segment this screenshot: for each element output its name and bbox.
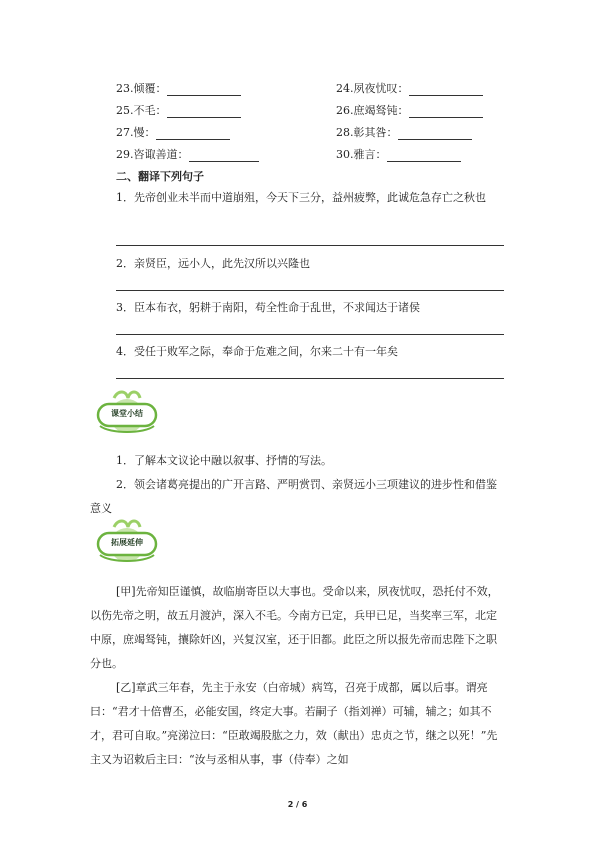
extension-badge — [92, 519, 162, 565]
vocab-item: 28.彰其咎： — [336, 124, 472, 140]
vocab-row — [116, 102, 516, 118]
summary-badge — [92, 390, 162, 436]
summary-item: 1．了解本文议论中融以叙事、抒情的写法。 — [116, 454, 332, 467]
vocab-row — [116, 124, 516, 140]
vocab-item: 27.慢： — [116, 124, 230, 140]
translate-item: 2．亲贤臣，远小人，此先汉所以兴隆也 — [116, 257, 310, 270]
vocab-item: 29.咨诹善道： — [116, 146, 259, 162]
answer-blank[interactable] — [409, 84, 483, 96]
answer-line[interactable] — [116, 378, 504, 379]
section-title: 二、翻译下列句子 — [116, 170, 204, 183]
vocab-item: 25.不毛： — [116, 102, 241, 118]
summary-badge-label: 课堂小结 — [111, 409, 143, 418]
summary-item: 2．领会诸葛亮提出的广开言路、严明赏罚、亲贤远小三项建议的进步性和借鉴意义 — [90, 478, 497, 515]
vocab-item: 24.夙夜忧叹： — [336, 80, 483, 96]
extension-paragraph-a: [甲]先帝知臣谨慎，故临崩寄臣以大事也。受命以来，夙夜忧叹，恐托付不效，以伤先帝之明，故五月渡泸，深入不毛。今南方已定，兵甲已足，当奖率三军，北定中原，庶竭驽钝，攘除奸凶，兴复汉室，还于旧都。此臣之所以报先帝而忠陛下之职分也。 — [90, 585, 499, 670]
answer-line[interactable] — [116, 245, 504, 246]
answer-blank[interactable] — [189, 150, 259, 162]
translate-item: 1．先帝创业未半而中道崩殂，今天下三分，益州疲弊，此诚危急存亡之秋也 — [116, 191, 486, 204]
answer-blank[interactable] — [398, 128, 472, 140]
answer-blank[interactable] — [156, 128, 230, 140]
vocab-row — [116, 146, 516, 162]
answer-blank[interactable] — [387, 150, 461, 162]
translate-item: 4．受任于败军之际，奉命于危难之间，尔来二十有一年矣 — [116, 345, 398, 358]
vocab-item: 30.雅言： — [336, 146, 461, 162]
translate-item: 3．臣本布衣，躬耕于南阳，苟全性命于乱世，不求闻达于诸侯 — [116, 301, 420, 314]
vocab-item: 26.庶竭驽钝： — [336, 102, 483, 118]
extension-paragraph-b: [乙]章武三年春，先主于永安（白帝城）病笃，召亮于成都，属以后事。谓亮曰：“君才十倍曹丕，必能安国，终定大事。若嗣子（指刘禅）可辅，辅之；如其不才，君可自取。”亮涕泣曰：“臣敢竭股肱之力，效（献出）忠贞之节，继之以死！”先主又为诏敕后主曰：“汝与丞相从事，事（侍奉）之如 — [90, 681, 498, 766]
page-number: 2 / 6 — [287, 800, 308, 809]
answer-line[interactable] — [116, 334, 504, 335]
extension-badge-label: 拓展延伸 — [111, 538, 143, 547]
answer-blank[interactable] — [409, 106, 483, 118]
answer-line[interactable] — [116, 290, 504, 291]
answer-blank[interactable] — [167, 106, 241, 118]
vocab-row — [116, 80, 516, 96]
vocab-item: 23.倾覆： — [116, 80, 241, 96]
answer-blank[interactable] — [167, 84, 241, 96]
